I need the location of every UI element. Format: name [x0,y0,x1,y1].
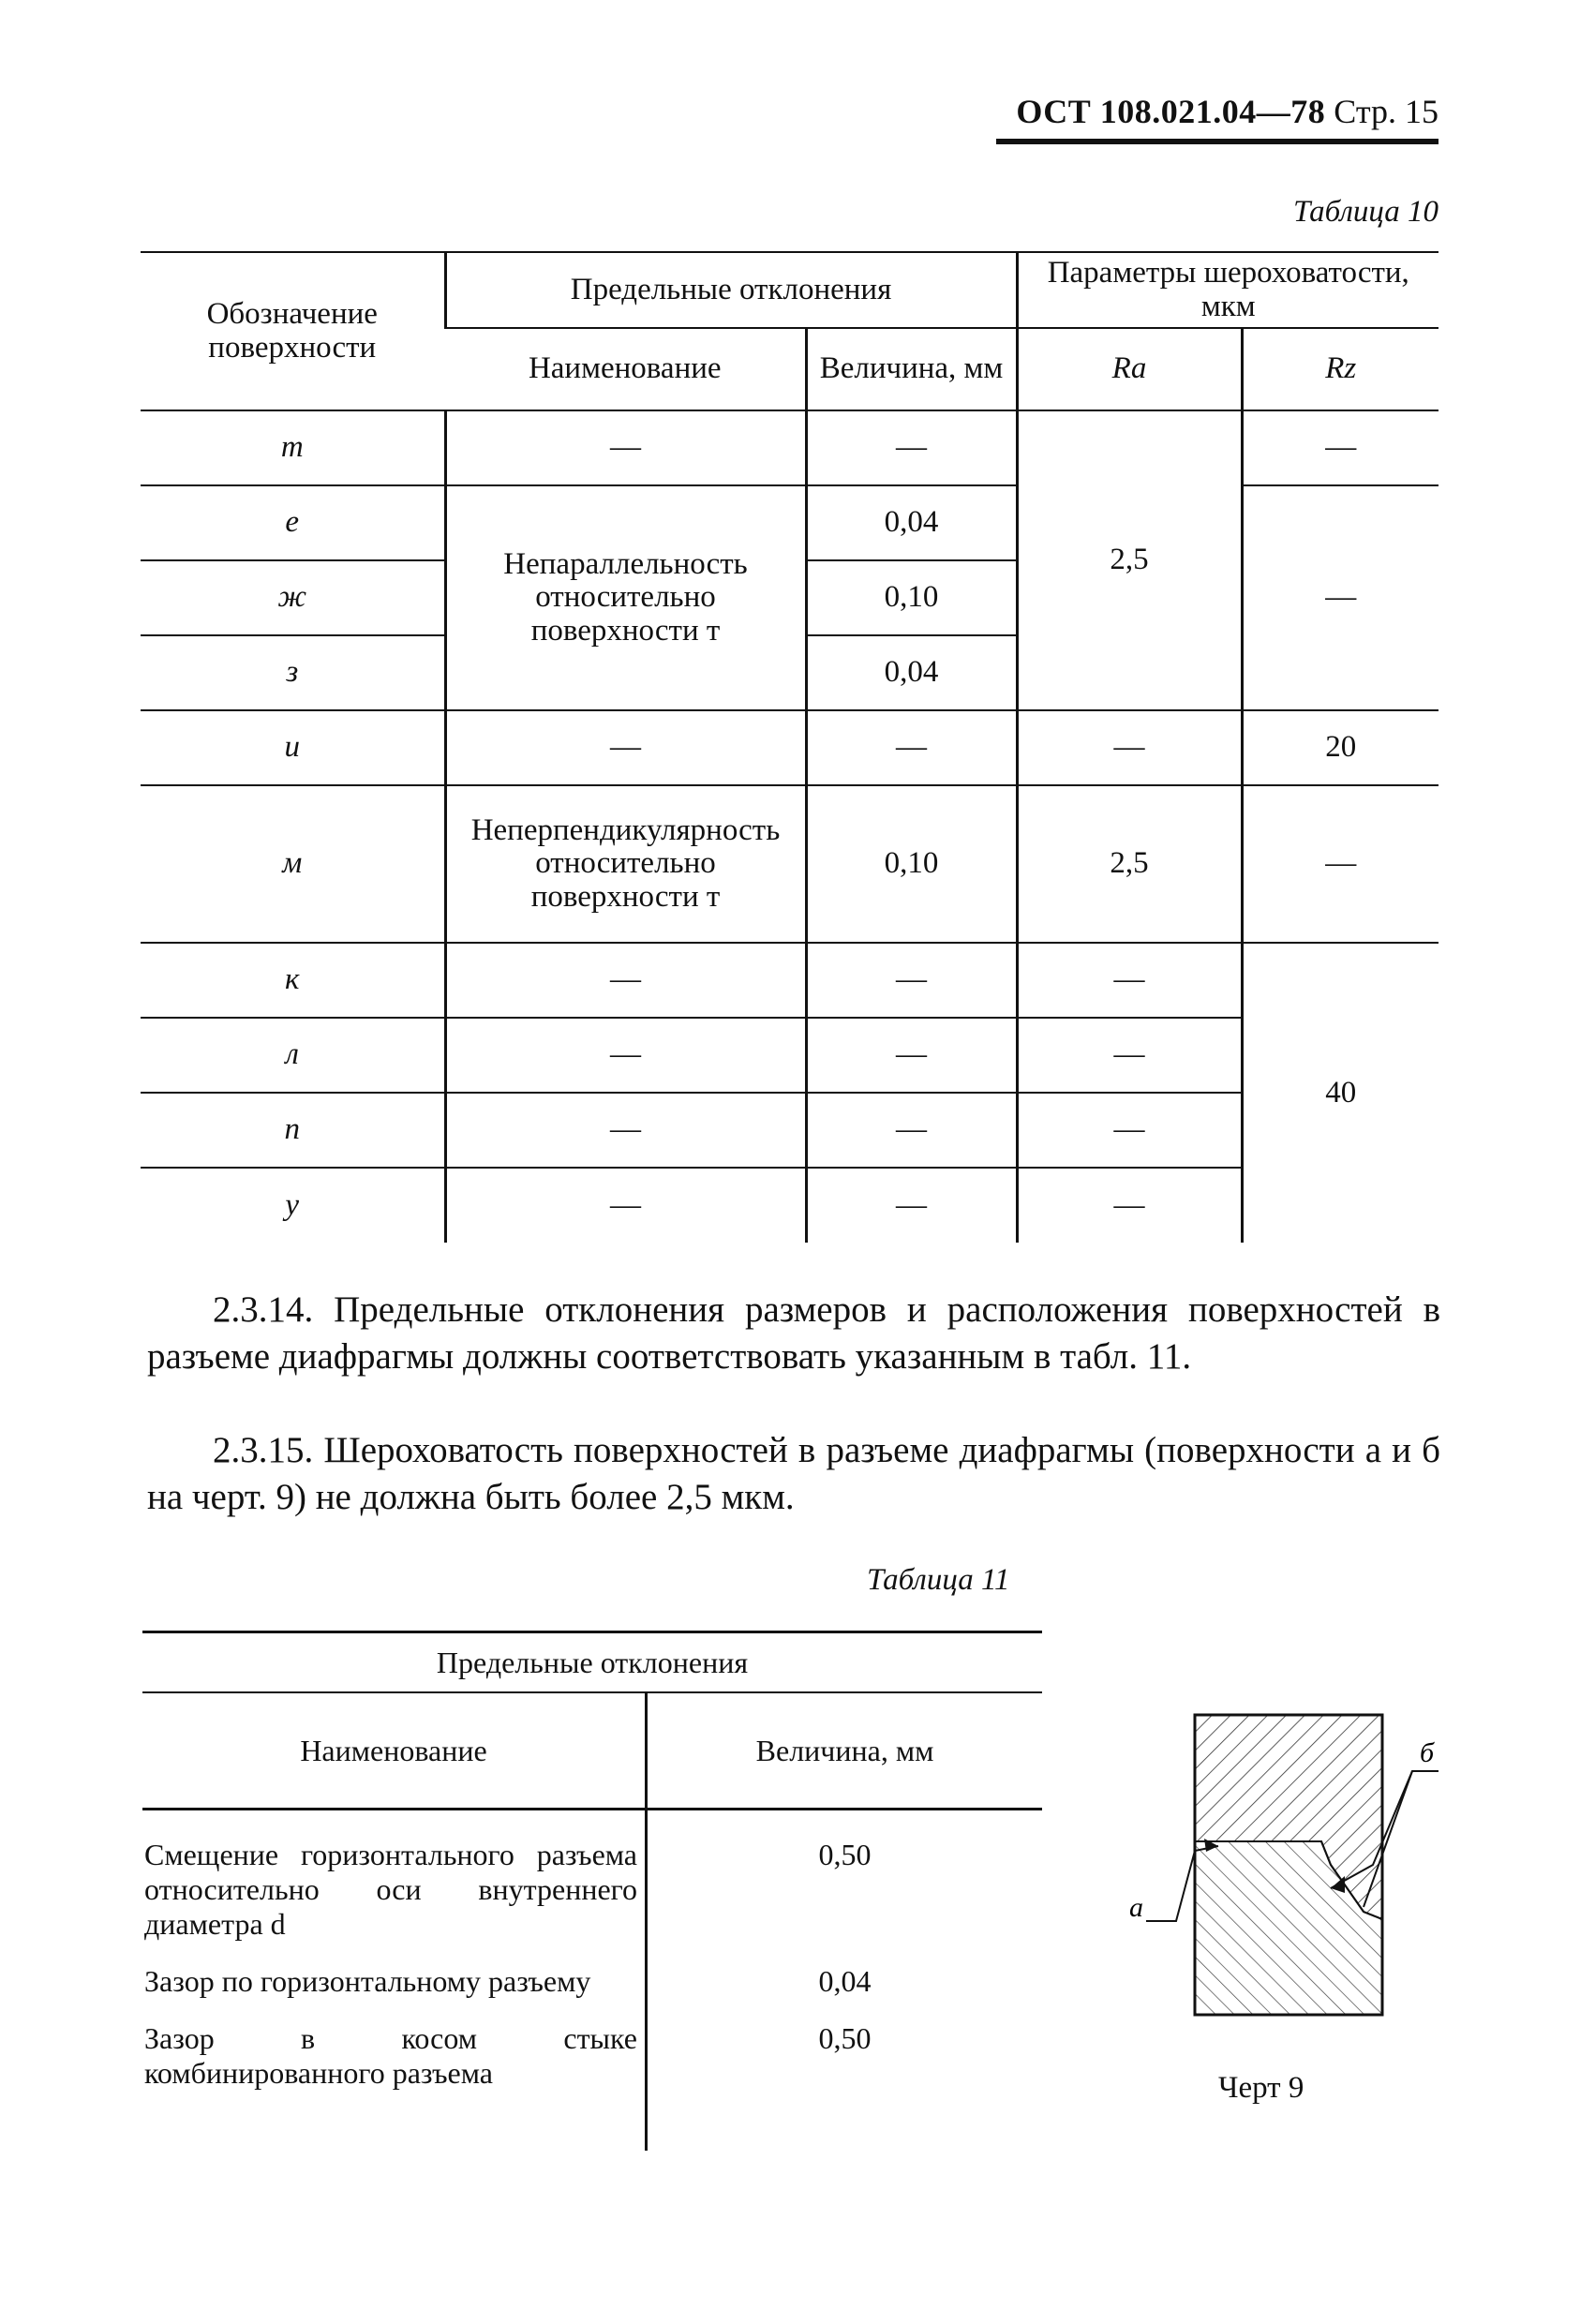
cell-ra: — [1017,710,1242,785]
cell-ra: — [1017,1018,1242,1093]
table-row [142,2021,1042,2113]
cell-value: — [806,943,1017,1018]
cell-ra: 2,5 [1017,785,1242,943]
cell-value: 0,10 [806,560,1017,635]
cell-value: 0,50 [647,2021,1043,2113]
cell-designation: и [141,710,445,785]
cell-name: Смещение горизонтального разъема относительно оси внутреннего диаметра d [144,1837,637,1941]
label-b: б [1420,1737,1435,1768]
table-11 [142,1631,1042,2151]
cell-value: — [806,1168,1017,1243]
cell-value: — [806,1018,1017,1093]
cell-value: — [806,410,1017,485]
table-row [141,410,1438,485]
cell-designation: т [141,410,445,485]
standard-code: ОСТ 108.021.04—78 [1016,93,1326,130]
cell-rz: — [1242,410,1438,485]
table11-caption: Таблица 11 [867,1563,1010,1597]
cell-name: — [445,410,806,485]
paragraph-text: 2.3.15. Шероховатость поверхностей в разъеме диафрагмы (поверхности а и б на черт. 9) не должна быть более 2,5 мкм. [147,1430,1440,1517]
th-deviations: Предельные отклонения [142,1632,1042,1693]
cell-rz: 20 [1242,710,1438,785]
cell-value: 0,50 [647,1838,1043,1964]
cell-designation: п [141,1093,445,1168]
cell-value: — [806,1093,1017,1168]
cell-ra: 2,5 [1017,410,1242,710]
cell-value: 0,10 [806,785,1017,943]
cell-ra: — [1017,943,1242,1018]
cell-designation: е [141,485,445,560]
table-row [142,1838,1042,1964]
cell-value: 0,04 [647,1964,1043,2021]
paragraph-text: 2.3.14. Предельные отклонения размеров и расположения поверхностей в разъеме диафрагмы должны соответствовать указанным в табл. 11. [147,1289,1440,1377]
table-row [142,1964,1042,2021]
page-header [1016,92,1438,131]
th-value: Величина, мм [806,328,1017,410]
cell-designation: м [141,785,445,943]
diaphragm-joint-drawing [1064,1677,1457,2043]
cell-designation: л [141,1018,445,1093]
cell-ra: — [1017,1168,1242,1243]
cell-name: — [445,1168,806,1243]
table-row [141,943,1438,1018]
cell-name: — [445,710,806,785]
table-row [141,785,1438,943]
cell-designation: к [141,943,445,1018]
cell-name: — [445,943,806,1018]
th-ra: Ra [1017,328,1242,410]
cell-designation: з [141,635,445,710]
cell-name: — [445,1018,806,1093]
cell-value: 0,04 [806,635,1017,710]
cell-name: Зазор в косом стыке комбинированного разъема [144,2020,637,2090]
table-10 [141,251,1438,1243]
cell-value: — [806,710,1017,785]
cell-designation: ж [141,560,445,635]
cell-rz: 40 [1242,943,1438,1243]
cell-name: — [445,1093,806,1168]
th-value: Величина, мм [647,1692,1043,1810]
header-rule [996,139,1438,144]
th-surface: Обозначение поверхности [141,252,445,410]
figure-caption: Черт 9 [1218,2071,1304,2105]
th-name: Наименование [445,328,806,410]
paragraph-2-3-14 [147,1287,1440,1380]
cell-name: Непараллельность относительно поверхности т [445,485,806,710]
cell-designation: у [285,1187,300,1222]
cell-ra: — [1017,1093,1242,1168]
paragraph-2-3-15 [147,1427,1440,1521]
th-name: Наименование [142,1692,647,1810]
cell-name: Неперпендикулярность относительно поверхности т [445,785,806,943]
cell-value: 0,04 [806,485,1017,560]
label-a: а [1129,1892,1143,1923]
cell-name: Зазор по горизонтальному разъему [144,1963,591,1998]
table-row [141,485,1438,560]
cell-rz: — [1242,785,1438,943]
page-number: Стр. 15 [1334,93,1438,130]
th-rz: Rz [1242,328,1438,410]
table-row [141,710,1438,785]
th-deviations: Предельные отклонения [445,252,1017,328]
th-roughness: Параметры шероховатости, мкм [1017,252,1438,328]
cell-rz: — [1242,485,1438,710]
table10-caption: Таблица 10 [1293,195,1438,229]
